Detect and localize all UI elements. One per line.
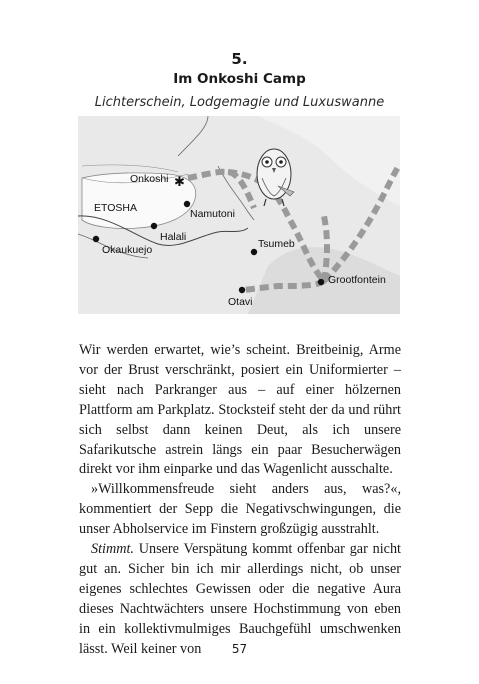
route-map-graphic <box>78 116 400 314</box>
halali-dot <box>151 223 157 229</box>
namutoni-dot <box>184 201 190 207</box>
body-text <box>79 341 401 660</box>
route-map <box>78 116 400 314</box>
label-grootfontein: Grootfontein <box>328 274 386 286</box>
paragraph-2: »Willkommensfreude sieht anders aus, was?«, kommentiert der Sepp die Negativschwingungen, die unser Abholservice im Finstern großzügig ausstrahlt. <box>79 481 401 538</box>
label-otavi: Otavi <box>228 296 253 308</box>
grootfontein-dot <box>318 279 324 285</box>
chapter-title: Im Onkoshi Camp <box>173 71 306 87</box>
otavi-dot <box>239 287 245 293</box>
okaukuejo-dot <box>93 236 99 242</box>
paragraph-3-rest: Unsere Verspätung kommt offenbar gar nicht gut an. Sicher bin ich mir allerdings nicht, ob unser eigenes schlechtes Gewissen oder die negative Aura dieses Nachtwächters unsere Hochstimmung von eben in ein kollektivmulmiges Bauchgefühl umschwenken lässt. Weil keiner von <box>79 541 401 657</box>
label-etosha: ETOSHA <box>94 202 137 214</box>
label-tsumeb: Tsumeb <box>258 238 295 250</box>
label-onkoshi: Onkoshi <box>130 173 169 185</box>
label-namutoni: Namutoni <box>190 208 235 220</box>
chapter-subtitle: Lichterschein, Lodgemagie und Luxuswanne <box>94 95 385 110</box>
label-okaukuejo: Okaukuejo <box>102 244 153 256</box>
paragraph-1: Wir werden erwartet, wie’s scheint. Breitbeinig, Arme vor der Brust verschränkt, posiert ein Uniformierter – sieht nach Parkranger aus – auf einer hölzernen Plattform am Parkplatz. Stocksteif steht der da und rührt sich selbst dann keinen Deut, als ich unsere Safarikutsche astrein längs ein paar Besucherwägen direkt vor ihm einparke und das Wagenlicht ausschalte. <box>79 342 401 478</box>
tsumeb-dot <box>251 249 257 255</box>
label-halali: Halali <box>160 231 187 243</box>
onkoshi-camp-marker-icon: ✱ <box>174 175 185 190</box>
page-number: 57 <box>231 642 248 656</box>
chapter-number: 5. <box>231 50 248 68</box>
paragraph-3-lead: Stimmt. <box>91 541 134 558</box>
